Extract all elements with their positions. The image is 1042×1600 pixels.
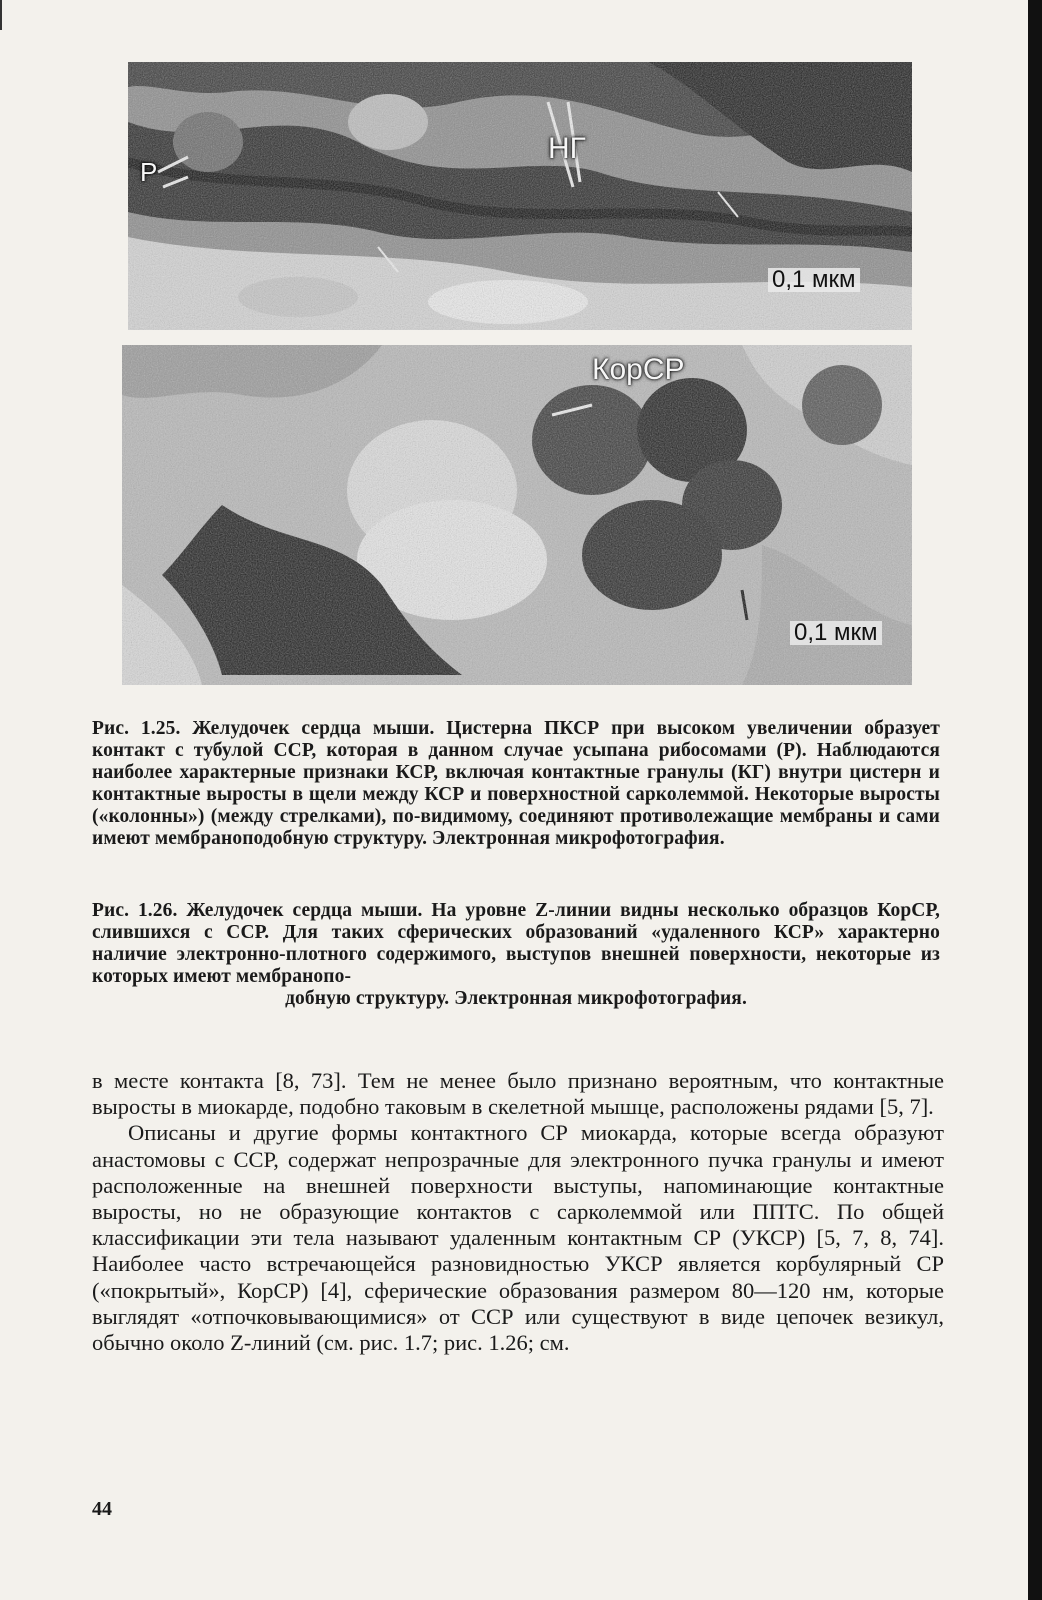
label-korsr: КорСР (592, 353, 685, 386)
page-edge-shadow (1028, 0, 1042, 1600)
scale-bar-label: 0,1 мкм (768, 268, 860, 292)
label-r: Р (140, 157, 158, 187)
caption-text: Рис. 1.26. Желудочек сердца мыши. На уровне Z-линии видны несколько образцов КорСР, слившихся с ССР. Для таких сферических образований «удаленного КСР» характерно наличие электронно-плотного содержимого, выступов внешней поверхности, некоторые из которых имеют мембранопо- (92, 900, 940, 987)
label-ng: НГ (548, 132, 586, 165)
paragraph: Описаны и другие формы контактного СР миокарда, которые всегда образуют анастомовы с ССР, содержат непрозрачные для электронного пучка гранулы и имеют расположенные на внешней поверхности выступы, напоминающие контактные выросты, но не образующие контактов с сарколеммой или ППТС. По общей классификации эти тела называют удаленным контактным СР (УКСР) [5, 7, 8, 74]. Наиболее часто встречающейся разновидностью УКСР является корбулярный СР («покрытый», КорСР) [4], сферические образования размером 80—120 нм, которые выглядят «отпочковывающимися» от ССР или существуют в виде цепочек везикул, обычно около Z-линий (см. рис. 1.7; рис. 1.26; см. (92, 1120, 944, 1356)
caption-last-line: добную структуру. Электронная микрофотография. (285, 988, 747, 1009)
page-number: 44 (92, 1498, 112, 1520)
figure-caption-1-25: Рис. 1.25. Желудочек сердца мыши. Цистерна ПКСР при высоком увеличении образует контакт с тубулой ССР, которая в данном случае усыпана рибосомами (Р). Наблюдаются наиболее характерные признаки КСР, включая контактные гранулы (КГ) внутри цистерн и контактные выросты в щели между КСР и поверхностной сарколеммой. Некоторые выросты («колонны») (между стрелками), по-видимому, соединяют противолежащие мембраны и сами имеют мембраноподобную структуру. Электронная микрофотография. (92, 718, 940, 849)
figure-caption-1-26 (92, 900, 940, 1010)
scale-bar-label: 0,1 мкм (790, 621, 882, 645)
micrograph-fig-1-25 (128, 62, 912, 330)
scan-artifact (0, 0, 10, 30)
micrograph-fig-1-26 (122, 345, 912, 685)
body-text (92, 1068, 944, 1356)
paragraph: в месте контакта [8, 73]. Тем не менее было признано вероятным, что контактные выросты в миокарде, подобно таковым в скелетной мышце, расположены рядами [5, 7]. (92, 1068, 944, 1120)
